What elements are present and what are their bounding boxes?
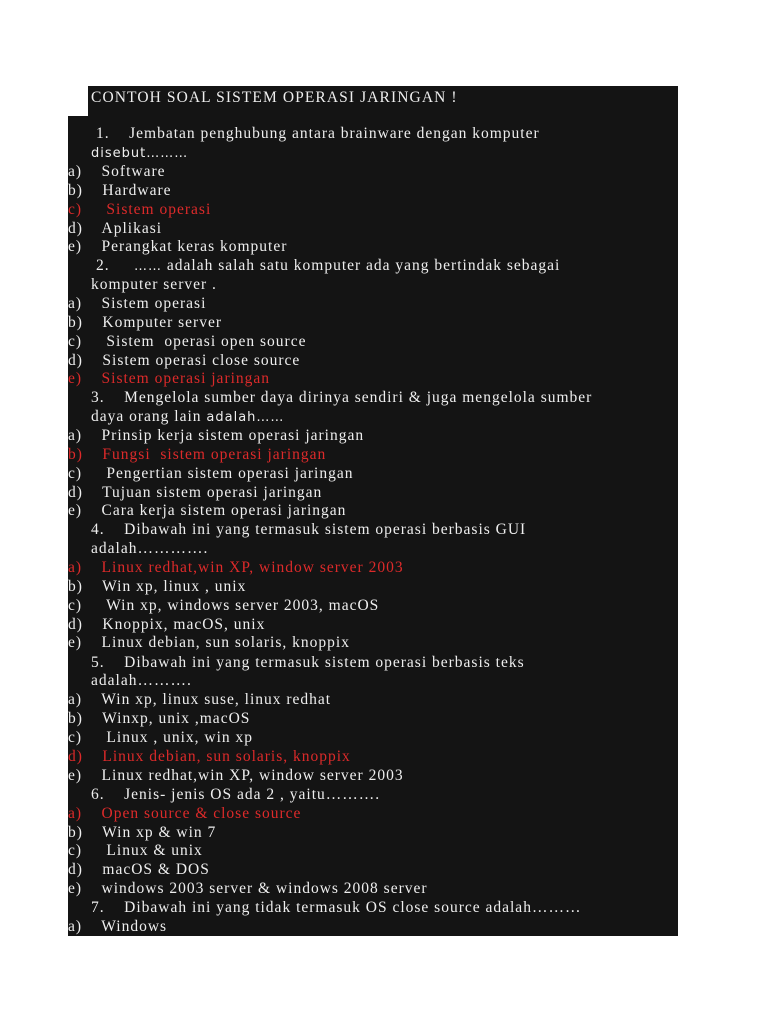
- question-5-option-e: e) Linux redhat,win XP, window server 2003: [68, 767, 404, 784]
- question-6-text: 6. Jenis- jenis OS ada 2 , yaitu……….: [91, 786, 381, 803]
- question-3-option-c: c) Pengertian sistem operasi jaringan: [68, 465, 354, 482]
- question-6-option-d: d) macOS & DOS: [68, 861, 210, 878]
- question-3-dots: adalah……: [206, 410, 285, 425]
- question-1-option-a: a) Software: [68, 163, 166, 180]
- question-4-option-e: e) Linux debian, sun solaris, knoppix: [68, 634, 350, 651]
- document-title: CONTOH SOAL SISTEM OPERASI JARINGAN !: [91, 89, 458, 106]
- question-3-text-cont: [91, 407, 284, 427]
- question-1-text-cont: [91, 143, 188, 163]
- question-2-rest: adalah salah satu komputer ada yang bertindak sebagai: [162, 257, 561, 274]
- question-1-text: 1. Jembatan penghubung antara brainware dengan komputer: [96, 125, 540, 142]
- question-4-option-a-answer: a) Linux redhat,win XP, window server 2003: [68, 559, 404, 576]
- question-4-option-c: c) Win xp, windows server 2003, macOS: [68, 597, 380, 614]
- question-2-option-a: a) Sistem operasi: [68, 295, 207, 312]
- question-5-option-d-answer: d) Linux debian, sun solaris, knoppix: [68, 748, 351, 765]
- question-6-option-e: e) windows 2003 server & windows 2008 server: [68, 880, 428, 897]
- question-2-number: 2.: [96, 257, 110, 274]
- question-2-option-c: c) Sistem operasi open source: [68, 333, 307, 350]
- question-3-option-e: e) Cara kerja sistem operasi jaringan: [68, 502, 347, 519]
- question-6-option-b: b) Win xp & win 7: [68, 824, 217, 841]
- question-2-option-d: d) Sistem operasi close source: [68, 352, 301, 369]
- question-7-text: 7. Dibawah ini yang tidak termasuk OS close source adalah………: [91, 899, 582, 916]
- question-1-option-b: b) Hardware: [68, 182, 172, 199]
- question-2-option-e-answer: e) Sistem operasi jaringan: [68, 370, 271, 387]
- question-6-option-c: c) Linux & unix: [68, 842, 203, 859]
- question-4-option-d: d) Knoppix, macOS, unix: [68, 616, 266, 633]
- question-5-option-a: a) Win xp, linux suse, linux redhat: [68, 691, 332, 708]
- question-1-option-e: e) Perangkat keras komputer: [68, 238, 288, 255]
- question-4-text: 4. Dibawah ini yang termasuk sistem operasi berbasis GUI: [91, 521, 527, 538]
- question-4-text-cont: adalah………….: [91, 540, 209, 557]
- question-7-option-a: a) Windows: [68, 918, 168, 935]
- question-1-option-c-answer: c) Sistem operasi: [68, 201, 212, 218]
- question-5-option-b: b) Winxp, unix ,macOS: [68, 710, 251, 727]
- question-5-text: 5. Dibawah ini yang termasuk sistem operasi berbasis teks: [91, 654, 525, 671]
- question-3-text-cont-words: daya orang lain: [91, 408, 207, 425]
- question-6-option-a-answer: a) Open source & close source: [68, 805, 302, 822]
- question-3-option-d: d) Tujuan sistem operasi jaringan: [68, 484, 323, 501]
- question-1-dots: disebut………: [91, 146, 189, 161]
- question-2-text: [96, 256, 560, 276]
- question-3-option-a: a) Prinsip kerja sistem operasi jaringan: [68, 427, 365, 444]
- question-2-text-cont: komputer server .: [91, 276, 217, 293]
- question-5-option-c: c) Linux , unix, win xp: [68, 729, 253, 746]
- question-2-option-b: b) Komputer server: [68, 314, 222, 331]
- question-5-text-cont: adalah……….: [91, 672, 192, 689]
- question-3-option-b-answer: b) Fungsi sistem operasi jaringan: [68, 446, 327, 463]
- question-1-option-d: d) Aplikasi: [68, 220, 163, 237]
- question-2-dots: ……: [134, 259, 162, 274]
- question-3-text: 3. Mengelola sumber daya dirinya sendiri & juga mengelola sumber: [91, 389, 593, 406]
- question-4-option-b: b) Win xp, linux , unix: [68, 578, 247, 595]
